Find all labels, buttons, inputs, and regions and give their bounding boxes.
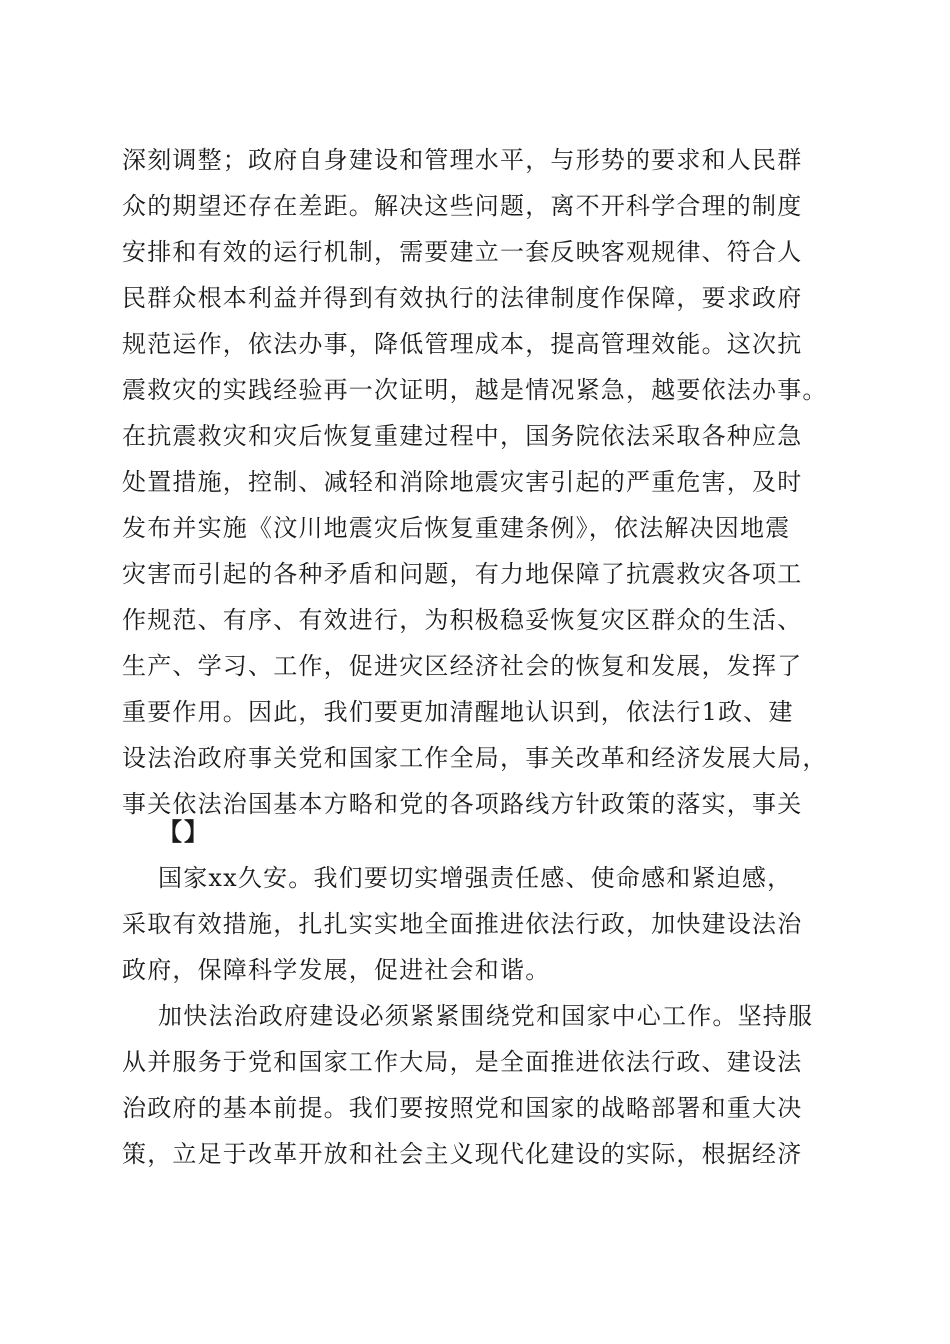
paragraph-line: 灾害而引起的各种矛盾和问题，有力地保障了抗震救灾各项工 [122, 560, 803, 588]
paragraph-line: 国家xx久安。我们要切实增强责任感、使命感和紧迫感， [158, 864, 793, 892]
paragraph-line: 发布并实施《汶川地震灾后恢复重建条例》，依法解决因地震 [122, 514, 791, 542]
paragraph-line: 加快法治政府建设必须紧紧围绕党和国家中心工作。坚持服 [158, 1002, 814, 1030]
paragraph-line: 民群众根本利益并得到有效执行的法律制度作保障，要求政府 [122, 284, 803, 312]
paragraph-line: 事关依法治国基本方略和党的各项路线方针政策的落实，事关 [122, 790, 803, 818]
paragraph-line: 在抗震救灾和灾后恢复重建过程中，国务院依法采取各种应急 [122, 422, 803, 450]
paragraph-line: 重要作用。因此，我们要更加清醒地认识到，依法行1政、建 [122, 698, 794, 726]
paragraph-line: 处置措施，控制、减轻和消除地震灾害引起的严重危害，及时 [122, 468, 803, 496]
paragraph-line: 安排和有效的运行机制，需要建立一套反映客观规律、符合人 [122, 238, 803, 266]
paragraph-line: 政府，保障科学发展，促进社会和谐。 [122, 956, 551, 984]
paragraph-line: 作规范、有序、有效进行，为积极稳妥恢复灾区群众的生活、 [122, 606, 803, 634]
paragraph-line: 策，立足于改革开放和社会主义现代化建设的实际，根据经济 [122, 1140, 803, 1168]
paragraph-line: 采取有效措施，扎扎实实地全面推进依法行政，加快建设法治 [122, 910, 803, 938]
paragraph-line: 众的期望还存在差距。解决这些问题，离不开科学合理的制度 [122, 192, 803, 220]
paragraph-line: 规范运作，依法办事，降低管理成本，提高管理效能。这次抗 [122, 330, 803, 358]
paragraph-line: 从并服务于党和国家工作大局，是全面推进依法行政、建设法 [122, 1048, 803, 1076]
paragraph-line: 深刻调整；政府自身建设和管理水平，与形势的要求和人民群 [122, 146, 803, 174]
bracket-marker: 【】 [158, 817, 210, 846]
paragraph-line: 设法治政府事关党和国家工作全局，事关改革和经济发展大局， [122, 744, 828, 772]
paragraph-line: 治政府的基本前提。我们要按照党和国家的战略部署和重大决 [122, 1094, 803, 1122]
paragraph-line: 生产、学习、工作，促进灾区经济社会的恢复和发展，发挥了 [122, 652, 803, 680]
paragraph-line: 震救灾的实践经验再一次证明，越是情况紧急，越要依法办事。 [122, 376, 828, 404]
